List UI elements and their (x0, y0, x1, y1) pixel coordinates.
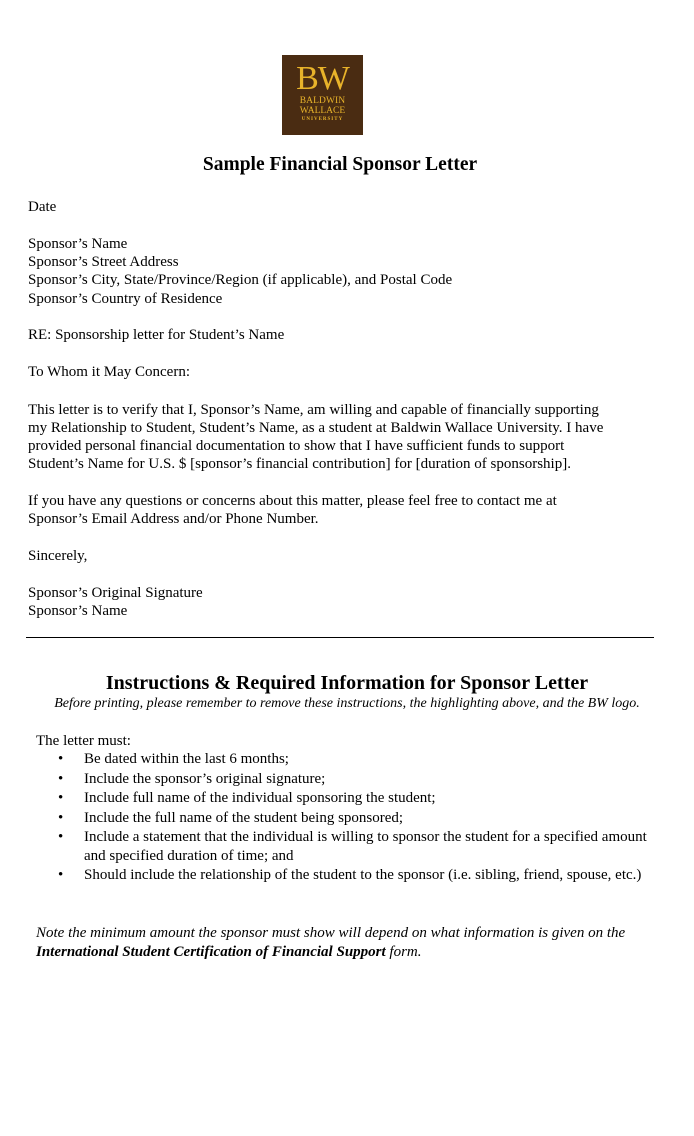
instructions-heading: Instructions & Required Information for Sponsor Letter (105, 672, 589, 694)
sponsor-city-line: Sponsor’s City, State/Province/Region (if applicable), and Postal Code (28, 272, 453, 288)
bullet-icon: • (58, 751, 64, 767)
instructions-intro: The letter must: (36, 733, 131, 749)
signature-line: Sponsor’s Original Signature (28, 585, 203, 601)
closing: Sincerely, (28, 548, 88, 564)
date-line: Date (28, 199, 57, 215)
logo-line-baldwin: BALDWIN (299, 96, 346, 106)
requirement-item (36, 828, 656, 865)
body-paragraph-line: my Relationship to Student, Student’s Name, as a student at Baldwin Wallace University. I have (28, 420, 604, 436)
minimum-amount-note (36, 924, 656, 962)
signature-name-line: Sponsor’s Name (28, 603, 128, 619)
logo-line-wallace: WALLACE (299, 106, 346, 116)
logo-monogram: BW (296, 60, 349, 97)
requirement-text: Should include the relationship of the student to the sponsor (i.e. sibling, friend, spouse, etc.) (84, 867, 642, 883)
contact-paragraph-line: Sponsor’s Email Address and/or Phone Number. (28, 511, 319, 527)
bullet-icon: • (58, 829, 64, 845)
sponsor-country-line: Sponsor’s Country of Residence (28, 291, 223, 307)
requirement-text: Include full name of the individual sponsoring the student; (84, 790, 436, 806)
note-prefix: Note the minimum amount the sponsor must show will depend on what information is given on the (36, 925, 626, 941)
instructions-subheading: Before printing, please remember to remove these instructions, the highlighting above, and the BW logo. (54, 696, 640, 711)
sponsor-street-line: Sponsor’s Street Address (28, 254, 179, 270)
body-paragraph-line: This letter is to verify that I, Sponsor’s Name, am willing and capable of financially supporting (28, 402, 599, 418)
bullet-icon: • (58, 770, 64, 787)
requirement-text: Include the sponsor’s original signature; (84, 770, 326, 787)
requirement-item (36, 866, 656, 885)
form-name: International Student Certification of Financial Support (36, 944, 386, 960)
salutation: To Whom it May Concern: (28, 364, 190, 380)
body-paragraph-line: provided personal financial documentation to show that I have sufficient funds to support (28, 438, 565, 454)
note-suffix: form. (385, 944, 422, 960)
requirement-item (36, 750, 656, 769)
sponsor-name-line: Sponsor’s Name (28, 236, 128, 252)
bullet-icon: • (58, 809, 64, 826)
section-divider (26, 637, 654, 638)
requirements-list (36, 750, 656, 886)
requirement-item (36, 770, 656, 789)
requirement-text: Include the full name of the student being sponsored; (84, 809, 404, 826)
bullet-icon: • (58, 867, 64, 883)
contact-paragraph-line: If you have any questions or concerns about this matter, please feel free to contact me at (28, 493, 557, 509)
requirement-text: Include a statement that the individual is willing to sponsor the student for a specified amount and specified duration of time; and (84, 829, 647, 864)
letter-title: Sample Financial Sponsor Letter (202, 154, 478, 175)
body-paragraph-line: Student’s Name for U.S. $ [sponsor’s financial contribution] for [duration of sponsorship]. (28, 456, 571, 472)
requirement-item (36, 809, 656, 828)
logo-line-university: UNIVERSITY (301, 117, 344, 122)
baldwin-wallace-logo (282, 55, 363, 135)
requirement-text: Be dated within the last 6 months; (84, 751, 289, 767)
re-line: RE: Sponsorship letter for Student’s Name (28, 327, 285, 343)
bullet-icon: • (58, 790, 64, 806)
requirement-item (36, 789, 656, 808)
